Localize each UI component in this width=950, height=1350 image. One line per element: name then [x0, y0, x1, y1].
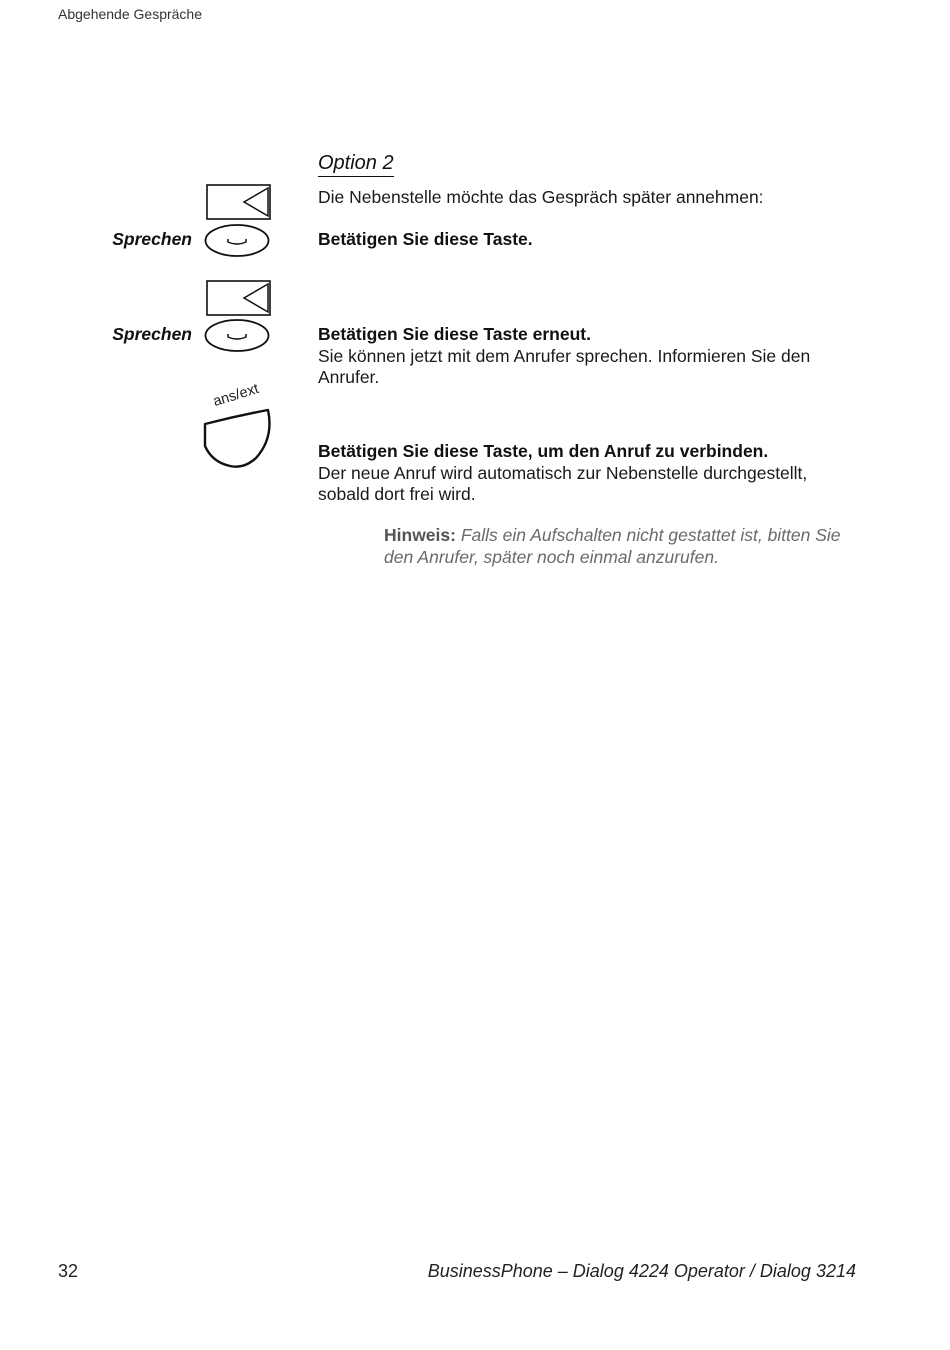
- step-1-intro: Die Nebenstelle möchte das Gespräch später annehmen:: [318, 187, 764, 207]
- page-number: 32: [58, 1261, 79, 1281]
- step-1-instruction-text: Betätigen Sie diese Taste.: [318, 229, 533, 249]
- step-3-instruction: Betätigen Sie diese Taste, um den Anruf zu verbinden.: [318, 441, 769, 461]
- note-label: Hinweis:: [384, 525, 456, 545]
- step-2-instruction: Betätigen Sie diese Taste erneut.: [318, 324, 591, 344]
- running-header: Abgehende Gespräche: [58, 6, 202, 22]
- step-2-key-label: Sprechen: [112, 324, 192, 344]
- product-title: BusinessPhone – Dialog 4224 Operator / Dialog 3214: [427, 1261, 856, 1281]
- step-3-text: [318, 441, 848, 506]
- speak-key-icon: [204, 223, 272, 259]
- note: [384, 525, 854, 568]
- ans-ext-key-icon: [200, 408, 274, 472]
- step-1-key-label: Sprechen: [112, 229, 192, 249]
- step-2-text: [318, 324, 848, 389]
- ans-ext-key-label: ans/ext: [211, 381, 261, 410]
- step-3-detail: Der neue Anruf wird automatisch zur Nebenstelle durchgestellt, sobald dort frei wird.: [318, 462, 808, 504]
- step-2-detail: Sie können jetzt mit dem Anrufer sprechen. Informieren Sie den Anrufer.: [318, 345, 811, 387]
- display-indicator-icon: [206, 184, 272, 222]
- step-1-instruction: [318, 229, 848, 251]
- speak-key-icon: [204, 318, 272, 354]
- note-text: Falls ein Aufschalten nicht gestattet ist, bitten Sie den Anrufer, später noch einmal anzurufen.: [384, 525, 841, 567]
- display-indicator-icon: [206, 280, 272, 318]
- section-title: Option 2: [318, 151, 394, 177]
